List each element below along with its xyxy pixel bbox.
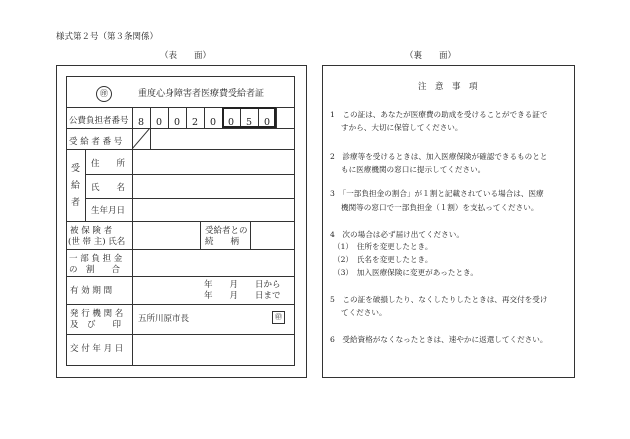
issuer-label-sub: 及 び 印 (70, 320, 122, 330)
payer-digit: 0 (209, 117, 217, 128)
relation-label: 受給者との (205, 226, 248, 236)
payer-digit: 8 (137, 117, 145, 128)
validity-label: 有 効 期 間 (70, 286, 113, 296)
birthdate-label: 生年月日 (91, 206, 126, 216)
issuer-label: 発 行 機 関 名 (70, 309, 124, 319)
form-number: 様式第２号（第３条関係） (56, 32, 159, 42)
notice-line: 機関等の窓口で一部負担金（１割）を支払ってください。 (341, 203, 539, 212)
recipient-group-char: 受 (71, 164, 81, 174)
front-heading: （表 面） (160, 51, 212, 61)
payer-digit: 2 (191, 117, 199, 128)
notice-title: 注 意 事 項 (418, 82, 478, 92)
notice-line: 6 受給資格がなくなったときは、速やかに返還してください。 (330, 335, 548, 344)
payer-digit: 5 (245, 117, 253, 128)
payer-digit: 0 (227, 117, 235, 128)
issuer-seal: ㊞ (272, 311, 285, 324)
name-label: 氏 名 (91, 183, 126, 193)
notice-line: （1） 住所を変更したとき。 (333, 242, 433, 251)
validity-from: 年 月 日から (204, 280, 281, 290)
issuer-name: 五所川原市長 (138, 314, 190, 324)
notice-line: 2 診療等を受けるときは、加入医療保険が確認できるものとと (330, 152, 548, 161)
notice-line: 3 「一部負担金の割合」が１割と記載されている場合は、医療 (330, 189, 544, 198)
notice-line: てください。 (341, 308, 387, 317)
relation-label-sub: 続 柄 (205, 237, 240, 247)
seal-mark: ㊞ (96, 86, 112, 102)
card-title: 重度心身障害者医療費受給者証 (138, 89, 265, 99)
recipient-group-char: 者 (71, 198, 81, 208)
payer-number-label: 公費負担者番号 (69, 116, 129, 126)
notice-line: 1 この証は、あなたが医療費の助成を受けることができる証で (330, 110, 548, 119)
issue-date-label: 交 付 年 月 日 (70, 344, 124, 354)
diagonal-strike (132, 128, 150, 149)
validity-to: 年 月 日まで (204, 291, 281, 301)
notice-line: すから、大切に保管してください。 (341, 123, 463, 132)
notice-line: （3） 加入医療保険に変更があったとき。 (333, 268, 478, 277)
copay-ratio-label: 一 部 負 担 金 (69, 254, 123, 264)
address-label: 住 所 (91, 159, 126, 169)
insured-label: 被 保 険 者 (70, 226, 113, 236)
copay-ratio-label-sub: の 割 合 (69, 265, 121, 275)
recipient-group-char: 給 (71, 181, 81, 191)
notice-line: 4 次の場合は必ず届け出てください。 (330, 230, 464, 239)
payer-digit: 0 (173, 117, 181, 128)
insured-label-sub: (世 帯 主) 氏名 (68, 237, 126, 247)
recipient-number-label: 受 給 者 番 号 (69, 137, 123, 147)
notice-line: 5 この証を破損したり、なくしたりしたときは、再交付を受け (330, 295, 548, 304)
back-heading: （裏 面） (405, 51, 457, 61)
payer-digit: 0 (155, 117, 163, 128)
payer-digit: 0 (263, 117, 271, 128)
notice-line: （2） 氏名を変更したとき。 (333, 255, 433, 264)
notice-line: もに医療機関の窓口に提示してください。 (341, 165, 486, 174)
